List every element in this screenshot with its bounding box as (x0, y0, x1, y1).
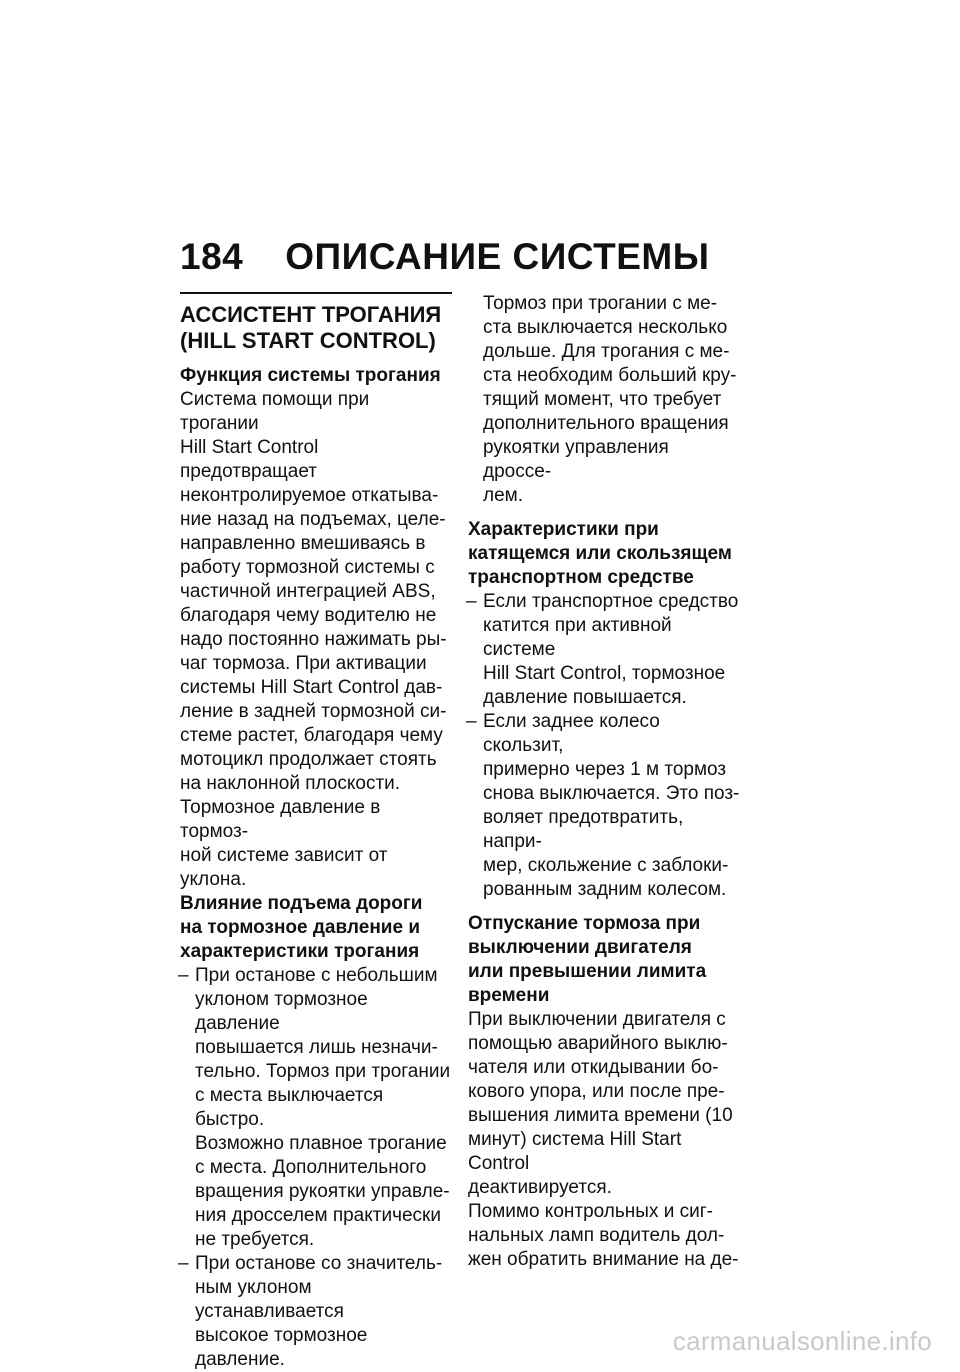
text-line: лем. (483, 485, 523, 506)
heading-line: на тормозное давление и (180, 917, 420, 938)
text-line: деактивируется. (468, 1177, 612, 1198)
section-title-line: АССИСТЕНТ ТРОГАНИЯ (180, 302, 442, 327)
text-line: чаг тормоза. При активации (180, 653, 427, 674)
heading-line: времени (468, 985, 550, 1006)
text-line: Hill Start Control, тормозное (483, 663, 726, 684)
text-line: давление повышается. (483, 687, 687, 708)
text-line: – Если заднее колесо скользит, (468, 710, 740, 758)
text-line: ния дросселем практически (195, 1205, 441, 1226)
text-line: стеме растет, благодаря чему (180, 725, 443, 746)
text-line: Тормоз при трогании с ме- (483, 293, 718, 314)
text-line: ным уклоном устанавливается (195, 1277, 344, 1322)
text-line: снова выключается. Это поз- (483, 783, 740, 804)
text-line: Помимо контрольных и сиг- (468, 1201, 713, 1222)
heading-release (468, 912, 740, 1008)
text-line: не требуется. (195, 1229, 315, 1250)
text-line: дольше. Для трогания с ме- (483, 341, 730, 362)
page-number: 184 (180, 236, 244, 277)
heading-slope (180, 892, 452, 964)
section-title-line: (HILL START CONTROL) (180, 328, 436, 353)
text-line: частичной интеграцией ABS, (180, 581, 436, 602)
bullet-item (468, 710, 740, 902)
paragraph-function (180, 388, 452, 796)
text-line: рукоятки управления дроссе- (483, 437, 669, 482)
paragraph-lamps (468, 1200, 740, 1272)
text-line: жен обратить внимание на де- (468, 1249, 739, 1270)
right-column (468, 292, 740, 1272)
heading-line: катящемся или скользящем (468, 543, 732, 564)
watermark: carmanualsonline.info (672, 1326, 932, 1356)
paragraph-pressure (180, 796, 452, 892)
heading-line: транспортном средстве (468, 567, 694, 588)
section-rule (180, 292, 452, 294)
spacer (468, 508, 740, 518)
bullet-item (180, 1252, 452, 1372)
text-line: – При останове с небольшим (180, 964, 452, 988)
text-line: уклоном тормозное давление (195, 989, 368, 1034)
text-line: с места. Дополнительного (195, 1157, 427, 1178)
text-line: При выключении двигателя с (468, 1009, 726, 1030)
text-line: ста выключается несколько (483, 317, 728, 338)
text-line: надо постоянно нажимать ры- (180, 629, 447, 650)
text-line: на наклонной плоскости. (180, 773, 401, 794)
text-line: кового упора, или после пре- (468, 1081, 725, 1102)
paragraph-release (468, 1008, 740, 1200)
text-line: – Если транспортное средство (468, 590, 740, 614)
text-line: нальных ламп водитель дол- (468, 1225, 725, 1246)
text-line: ление в задней тормозной си- (180, 701, 447, 722)
text-line: помощью аварийного выклю- (468, 1033, 728, 1054)
heading-line: Влияние подъема дороги (180, 893, 423, 914)
text-line: высокое тормозное давление. (195, 1325, 368, 1370)
text-line: работу тормозной системы с (180, 557, 435, 578)
paragraph-continued (468, 292, 740, 508)
text-line: направленно вмешиваясь в (180, 533, 426, 554)
text-line: воляет предотвратить, напри- (483, 807, 684, 852)
text-line: рованным задним колесом. (483, 879, 727, 900)
text-line: чателя или откидывании бо- (468, 1057, 719, 1078)
heading-line: Характеристики при (468, 519, 659, 540)
text-line: катится при активной системе (483, 615, 672, 660)
left-column (180, 292, 452, 1372)
text-line: неконтролируемое откатыва- (180, 485, 439, 506)
text-line: Тормозное давление в тормоз- (180, 797, 381, 842)
text-line: – При останове со значитель- (180, 1252, 452, 1276)
text-line: повышается лишь незначи- (195, 1037, 438, 1058)
text-line: дополнительного вращения (483, 413, 729, 434)
text-line: тельно. Тормоз при трогании (195, 1061, 451, 1082)
text-line: минут) система Hill Start Control (468, 1129, 682, 1174)
text-line: вышения лимита времени (10 (468, 1105, 733, 1126)
heading-rolling (468, 518, 740, 590)
bullet-item (468, 590, 740, 710)
text-line: с места выключается быстро. (195, 1085, 384, 1130)
text-line: ста необходим больший кру- (483, 365, 737, 386)
text-line: системы Hill Start Control дав- (180, 677, 443, 698)
section-title (180, 302, 452, 354)
bullet-item (180, 964, 452, 1252)
text-line: тящий момент, что требует (483, 389, 722, 410)
text-line: ние назад на подъемах, целе- (180, 509, 446, 530)
spacer (468, 902, 740, 912)
text-line: мотоцикл продолжает стоять (180, 749, 437, 770)
text-line: примерно через 1 м тормоз (483, 759, 727, 780)
heading-line: Отпускание тормоза при (468, 913, 701, 934)
text-line: Система помощи при трогании (180, 389, 370, 434)
text-line: ной системе зависит от уклона. (180, 845, 388, 890)
text-line: вращения рукоятки управле- (195, 1181, 450, 1202)
heading-function: Функция системы трогания (180, 365, 441, 386)
text-line: мер, скольжение с заблоки- (483, 855, 729, 876)
page-header (180, 236, 880, 278)
text-line: благодаря чему водителю не (180, 605, 437, 626)
text-line: Hill Start Control предотвращает (180, 437, 319, 482)
heading-line: характеристики трогания (180, 941, 420, 962)
heading-line: выключении двигателя (468, 937, 692, 958)
page-title: ОПИСАНИЕ СИСТЕМЫ (285, 236, 710, 277)
heading-line: или превышении лимита (468, 961, 707, 982)
text-line: Возможно плавное трогание (195, 1133, 447, 1154)
